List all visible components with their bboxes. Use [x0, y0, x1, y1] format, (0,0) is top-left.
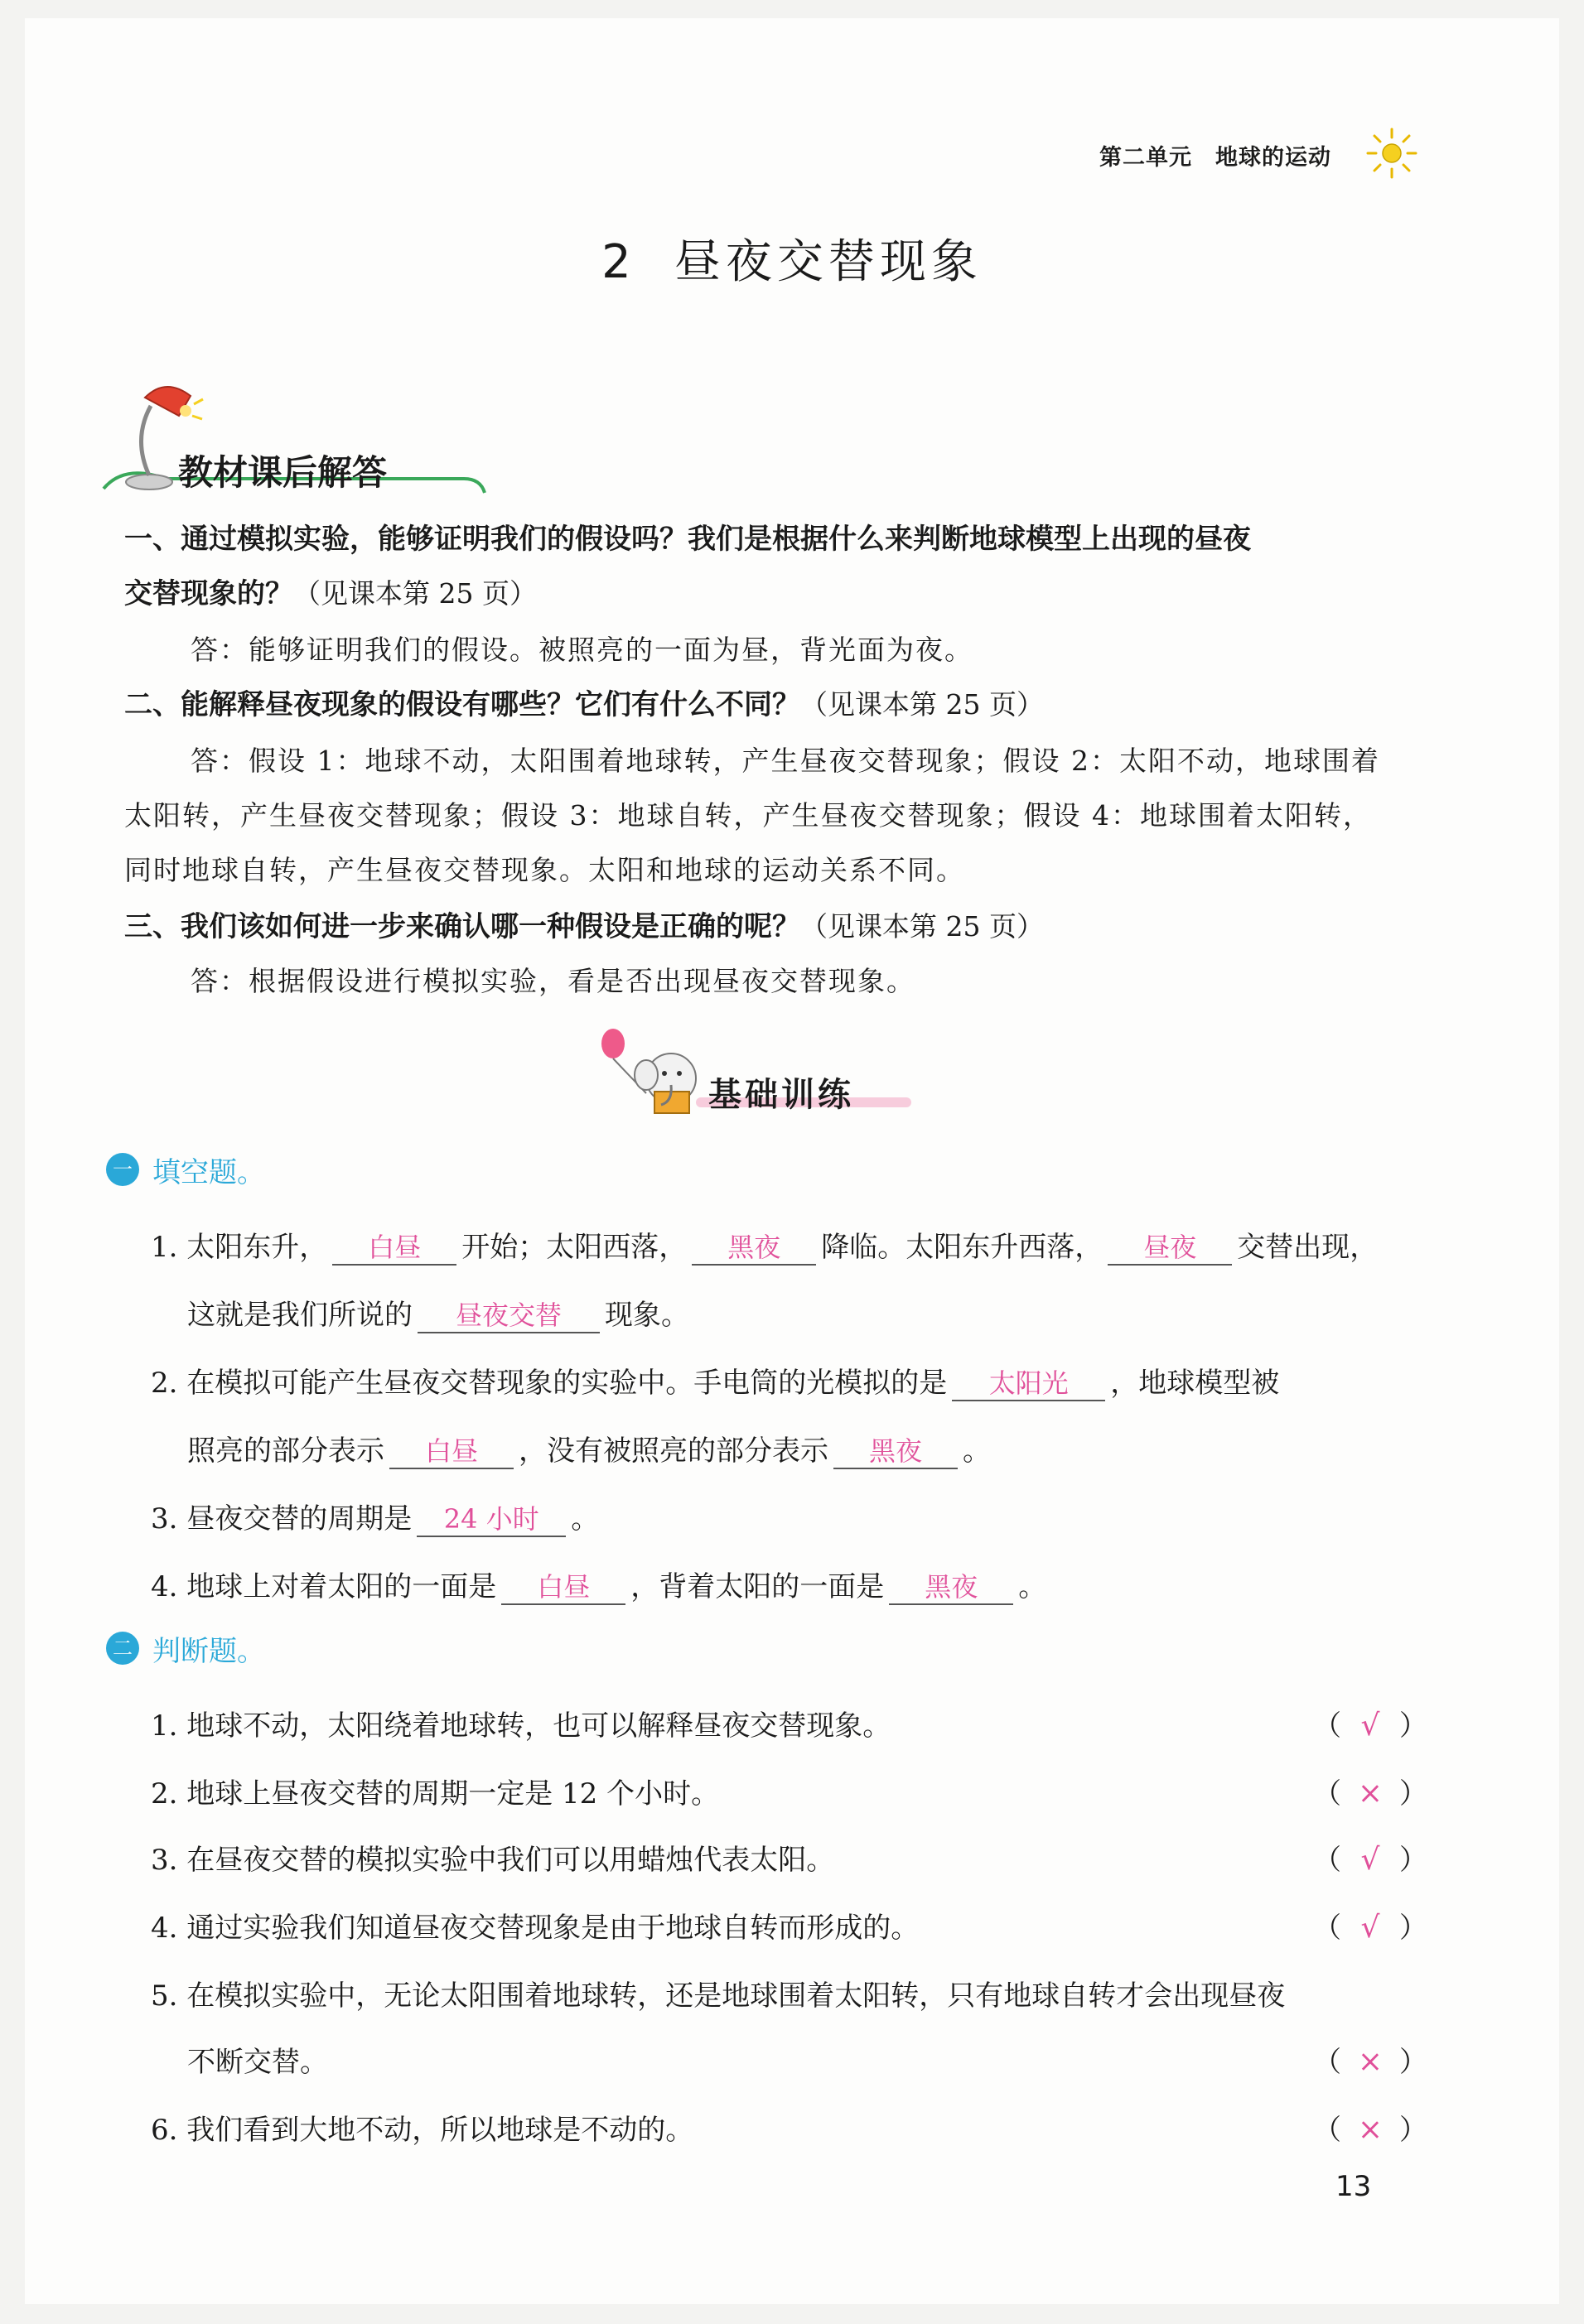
judge-answer-5[interactable]: （ × ）	[1313, 2045, 1427, 2079]
fill-blank-badge: 一	[106, 1153, 139, 1186]
fill-q2-line-2: 照亮的部分表示 白昼 ，没有被照亮的部分表示 黑夜 。	[187, 1434, 991, 1468]
question-3	[124, 899, 1417, 954]
answer-2-line-3: 同时地球自转，产生昼夜交替现象。太阳和地球的运动关系不同。	[124, 854, 965, 886]
judge-item-6: 6. 我们看到大地不动，所以地球是不动的。	[151, 2114, 694, 2147]
answer-3	[124, 954, 1417, 1009]
question-3-reference: （见课本第 25 页）	[800, 910, 1044, 943]
question-2-reference: （见课本第 25 页）	[800, 688, 1044, 721]
fill-q1-blank-2[interactable]: 黑夜	[692, 1231, 816, 1266]
judge-answer-2[interactable]: （ × ）	[1313, 1777, 1427, 1811]
unit-header: 第二单元 地球的运动	[1099, 145, 1331, 171]
check-mark-icon: √	[1360, 1911, 1380, 1945]
question-3-line-1: 三、我们该如何进一步来确认哪一种假设是正确的呢？	[124, 910, 800, 943]
fill-q2-blank-1[interactable]: 太阳光	[952, 1367, 1105, 1401]
fill-q1-line-1: 1. 太阳东升， 白昼 开始；太阳西落， 黑夜 降临。太阳东升西落， 昼夜 交替出现，	[151, 1231, 1379, 1264]
fill-q2-blank-2[interactable]: 白昼	[389, 1434, 514, 1469]
answer-2-line-2: 太阳转，产生昼夜交替现象；假设 3：地球自转，产生昼夜交替现象；假设 4：地球围着太阳转，	[124, 799, 1372, 832]
fill-q1-blank-3[interactable]: 昼夜	[1108, 1231, 1232, 1266]
check-mark-icon: √	[1360, 1709, 1380, 1743]
answer-2	[124, 734, 1417, 898]
judge-item-5-line-1: 5. 在模拟实验中，无论太阳围着地球转，还是地球围着太阳转，只有地球自转才会出现昼夜	[151, 1979, 1286, 2013]
fill-q2-line-1: 2. 在模拟可能产生昼夜交替现象的实验中。手电筒的光模拟的是 太阳光 ，地球模型被	[151, 1367, 1280, 1400]
answer-1	[124, 623, 1417, 677]
question-1-reference: （见课本第 25 页）	[293, 577, 537, 610]
question-1	[124, 512, 1417, 621]
fill-q4-blank-2[interactable]: 黑夜	[889, 1570, 1013, 1605]
fill-q2-blank-3[interactable]: 黑夜	[833, 1434, 958, 1469]
cross-mark-icon: ×	[1357, 1777, 1384, 1811]
judge-answer-6[interactable]: （ × ）	[1313, 2113, 1427, 2147]
lesson-title: 昼夜交替现象	[674, 235, 983, 289]
answer-3-line-1: 答：根据假设进行模拟实验，看是否出现昼夜交替现象。	[191, 965, 915, 997]
judge-answer-1[interactable]: （ √ ）	[1313, 1709, 1427, 1743]
lesson-number: 2	[601, 235, 636, 289]
question-1-line-1: 一、通过模拟实验，能够证明我们的假设吗？我们是根据什么来判断地球模型上出现的昼夜	[124, 523, 1251, 556]
judge-answer-4[interactable]: （ √ ）	[1313, 1911, 1427, 1945]
page-number: 13	[1335, 2170, 1372, 2203]
fill-q1-line-2: 这就是我们所说的 昼夜交替 现象。	[187, 1299, 689, 1332]
page-title	[0, 225, 1584, 292]
judge-label: 判断题。	[152, 1635, 265, 1668]
check-mark-icon: √	[1360, 1843, 1380, 1877]
fill-q3-blank-1[interactable]: 24 小时	[417, 1502, 566, 1537]
judge-answer-3[interactable]: （ √ ）	[1313, 1843, 1427, 1877]
fill-q3: 3. 昼夜交替的周期是 24 小时 。	[151, 1502, 600, 1536]
judge-item-2: 2. 地球上昼夜交替的周期一定是 12 个小时。	[151, 1777, 720, 1811]
fill-q4: 4. 地球上对着太阳的一面是 白昼 ，背着太阳的一面是 黑夜 。	[151, 1570, 1047, 1603]
fill-q1-blank-4[interactable]: 昼夜交替	[418, 1299, 600, 1333]
judge-item-1: 1. 地球不动，太阳绕着地球转，也可以解释昼夜交替现象。	[151, 1709, 891, 1743]
question-2-line-1: 二、能解释昼夜现象的假设有哪些？它们有什么不同？	[124, 688, 800, 721]
answer-1-line-1: 答：能够证明我们的假设。被照亮的一面为昼，背光面为夜。	[191, 634, 973, 666]
section-title-textbook-answers: 教材课后解答	[178, 452, 388, 493]
cross-mark-icon: ×	[1357, 2045, 1384, 2079]
question-2	[124, 677, 1417, 732]
section-title-basic-training: 基础训练	[708, 1076, 854, 1114]
sun-icon	[1363, 124, 1421, 182]
judge-item-3: 3. 在昼夜交替的模拟实验中我们可以用蜡烛代表太阳。	[151, 1844, 835, 1877]
question-1-line-2: 交替现象的？	[124, 577, 293, 610]
fill-q1-blank-1[interactable]: 白昼	[332, 1231, 456, 1266]
fill-q4-blank-1[interactable]: 白昼	[501, 1570, 625, 1605]
fill-blank-label: 填空题。	[152, 1156, 265, 1189]
judge-item-4: 4. 通过实验我们知道昼夜交替现象是由于地球自转而形成的。	[151, 1912, 920, 1945]
cross-mark-icon: ×	[1357, 2113, 1384, 2147]
judge-item-5-line-2: 不断交替。	[187, 2046, 328, 2079]
judge-badge: 二	[106, 1632, 139, 1665]
answer-2-line-1: 答：假设 1：地球不动，太阳围着地球转，产生昼夜交替现象；假设 2：太阳不动，地球围着	[191, 745, 1380, 777]
